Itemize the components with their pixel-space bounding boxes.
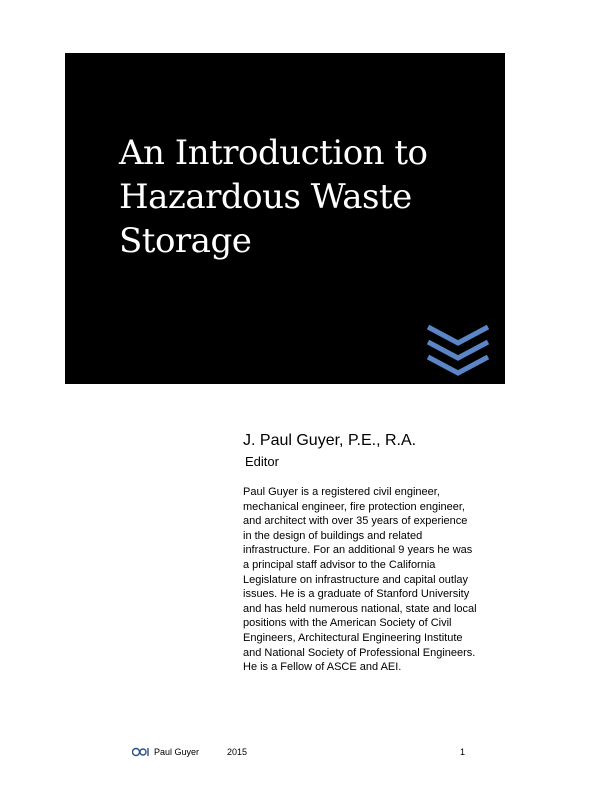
bio-line: He is a Fellow of ASCE and AEI. [243,661,402,674]
bio-line: issues. He is a graduate of Stanford University [243,588,470,601]
cover-block [65,53,505,384]
bio-line: infrastructure. For an additional 9 years he was [243,544,473,557]
bio-line: Legislature on infrastructure and capital outlay [243,573,469,586]
chevron-stack-icon [426,323,490,379]
page-footer [132,745,472,759]
cover-title-line: An Introduction to [119,133,428,173]
cover-title-line: Storage [119,221,252,261]
page-number: 1 [460,747,466,757]
bio-line: and architect with over 35 years of experience [243,515,468,528]
cover-title-line: Hazardous Waste [119,177,412,217]
bio-line: positions with the American Society of Civil [243,617,452,630]
bio-line: in the design of buildings and related [243,529,423,542]
bio-line: Engineers, Architectural Engineering Institute [243,631,463,644]
bio-line: and National Society of Professional Engineers. [243,646,476,659]
cover-title [119,131,489,263]
bio-line: and has held numerous national, state and local [243,602,477,615]
author-bio [243,485,513,675]
author-name: J. Paul Guyer, P.E., R.A. [243,432,417,449]
bio-line: Paul Guyer is a registered civil engineer, [243,486,440,498]
bio-line: mechanical engineer, fire protection engineer, [243,500,465,513]
footer-year: 2015 [227,747,248,757]
guyer-logo-icon [132,747,152,757]
author-role: Editor [245,454,279,469]
footer-publisher: Paul Guyer [154,747,200,757]
bio-line: a principal staff advisor to the California [243,558,436,571]
